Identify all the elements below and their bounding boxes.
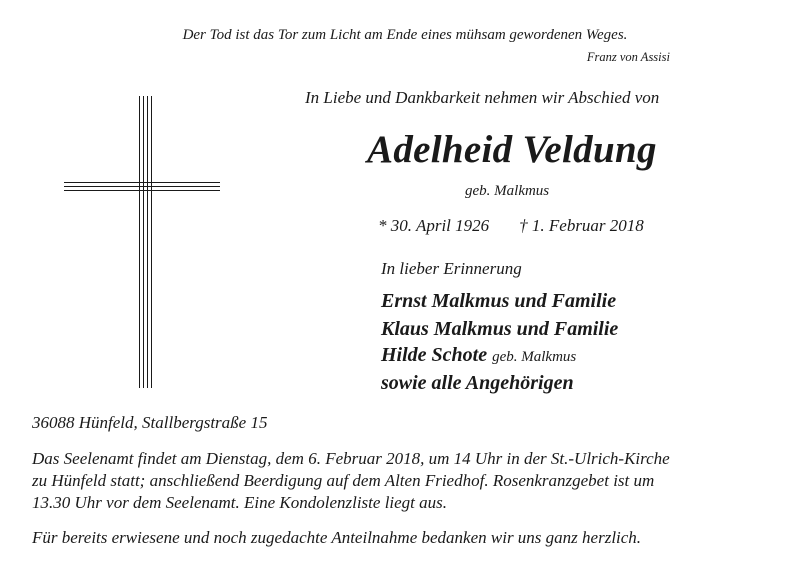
- deceased-name: Adelheid Veldung: [367, 128, 657, 171]
- death-date: † 1. Februar 2018: [519, 216, 644, 235]
- mourner-line: [381, 344, 576, 367]
- maiden-name: geb. Malkmus: [465, 183, 550, 199]
- intro-text: In Liebe und Dankbarkeit nehmen wir Abschied von: [305, 88, 660, 107]
- service-line: Das Seelenamt findet am Dienstag, dem 6. Februar 2018, um 14 Uhr in der St.-Ulrich-Kirche: [32, 449, 670, 468]
- address: 36088 Hünfeld, Stallbergstraße 15: [32, 413, 268, 432]
- birth-date: * 30. April 1926: [378, 216, 490, 235]
- mourner-line: Ernst Malkmus und Familie: [381, 290, 617, 312]
- thanks-text: Für bereits erwiesene und noch zugedachte Anteilnahme bedanken wir uns ganz herzlich.: [32, 528, 642, 547]
- mourner-name: Hilde Schote: [381, 344, 488, 366]
- quote-author: Franz von Assisi: [586, 50, 670, 64]
- mourner-line: sowie alle Angehörigen: [381, 372, 574, 394]
- mourners-heading: In lieber Erinnerung: [381, 259, 522, 278]
- service-line: 13.30 Uhr vor dem Seelenamt. Eine Kondolenzliste liegt aus.: [32, 493, 448, 512]
- mourner-maiden-name: geb. Malkmus: [492, 349, 577, 365]
- service-info: [32, 448, 670, 514]
- mourner-line: Klaus Malkmus und Familie: [381, 318, 619, 340]
- quote-text: Der Tod ist das Tor zum Licht am Ende eines mühsam gewordenen Weges.: [182, 27, 628, 43]
- service-line: zu Hünfeld statt; anschließend Beerdigung auf dem Alten Friedhof. Rosenkranzgebet ist um: [32, 471, 655, 490]
- life-dates: [378, 216, 644, 236]
